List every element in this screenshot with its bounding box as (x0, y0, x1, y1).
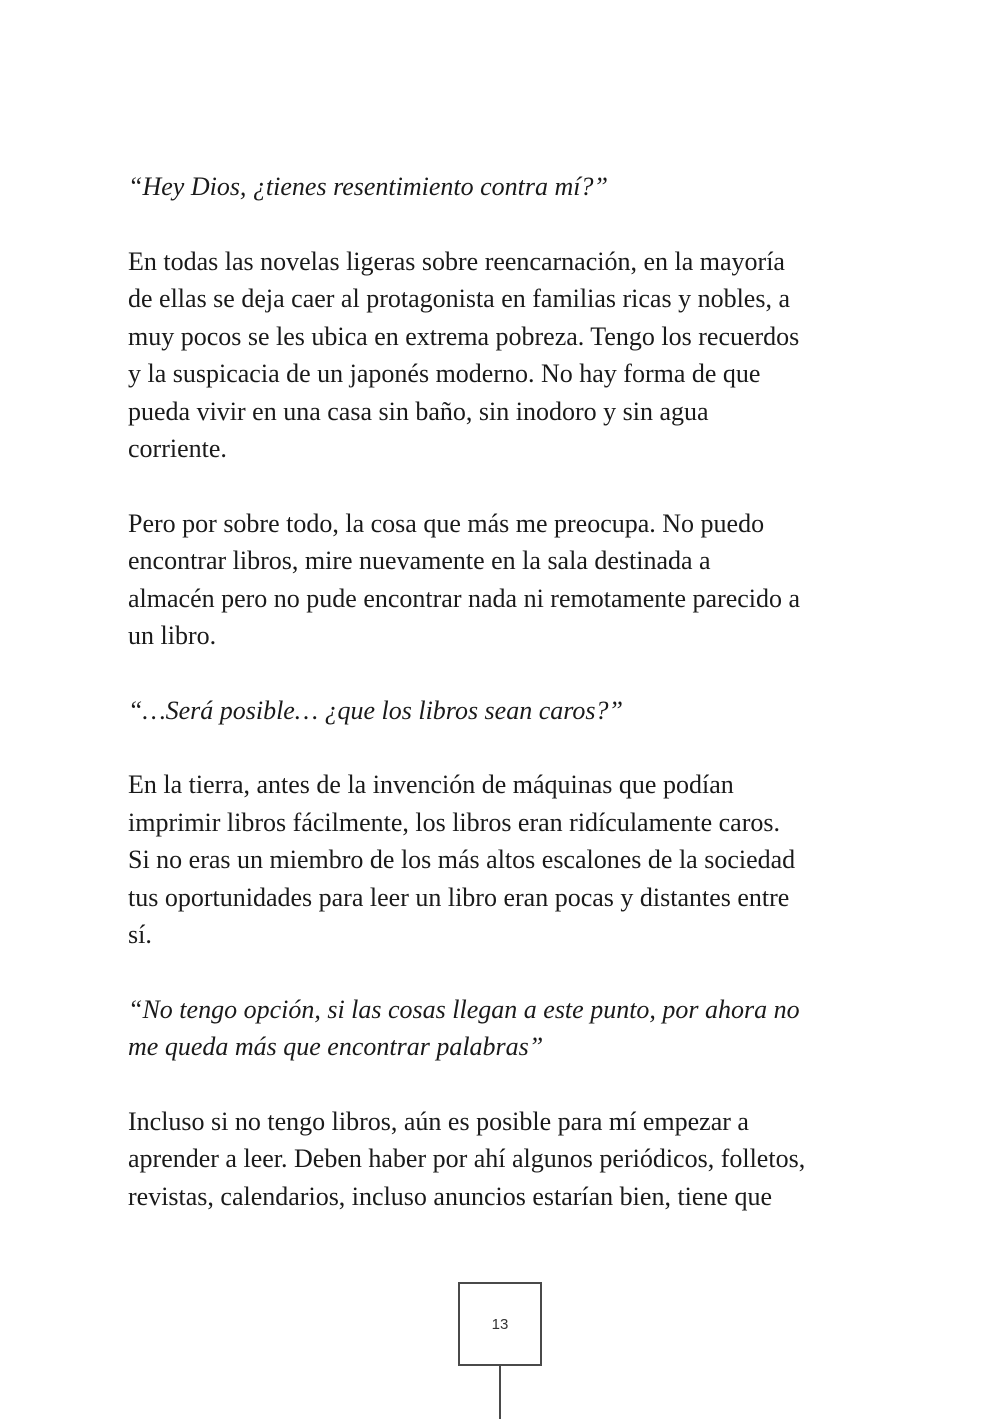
dialogue-paragraph (128, 692, 888, 730)
narration-paragraph (128, 1103, 888, 1216)
text-line: encontrar libros, mire nuevamente en la sala destinada a (128, 546, 711, 575)
text-line: y la suspicacia de un japonés moderno. No hay forma de que (128, 359, 761, 388)
text-line: Incluso si no tengo libros, aún es posible para mí empezar a (128, 1106, 749, 1136)
page-number-stem (499, 1364, 501, 1419)
text-line: corriente. (128, 434, 227, 463)
text-line: un libro. (128, 621, 217, 650)
text-line: En todas las novelas ligeras sobre reencarnación, en la mayoría (128, 246, 785, 276)
text-line: pueda vivir en una casa sin baño, sin inodoro y sin agua (128, 396, 709, 426)
text-line: “…Será posible… ¿que los libros sean caros?” (128, 695, 623, 725)
dialogue-paragraph (128, 168, 888, 206)
text-line: Si no eras un miembro de los más altos escalones de la sociedad (128, 845, 796, 874)
text-line: tus oportunidades para leer un libro eran pocas y distantes entre (128, 882, 790, 912)
narration-paragraph (128, 505, 888, 655)
text-line: muy pocos se les ubica en extrema pobreza. Tengo los recuerdos (128, 321, 800, 351)
text-line: revistas, calendarios, incluso anuncios estarían bien, tiene que (128, 1181, 773, 1211)
text-line: imprimir libros fácilmente, los libros eran ridículamente caros. (128, 807, 780, 837)
page-body (128, 168, 888, 1252)
text-line: almacén pero no pude encontrar nada ni remotamente parecido a (128, 583, 801, 613)
text-line: Pero por sobre todo, la cosa que más me preocupa. No puedo (128, 508, 765, 538)
text-line: aprender a leer. Deben haber por ahí algunos periódicos, folletos, (128, 1144, 806, 1173)
text-line: sí. (128, 920, 152, 949)
narration-paragraph (128, 766, 888, 954)
text-line: “Hey Dios, ¿tienes resentimiento contra mí?” (128, 172, 608, 201)
text-line: de ellas se deja caer al protagonista en familias ricas y nobles, a (128, 284, 791, 313)
dialogue-paragraph (128, 991, 888, 1066)
narration-paragraph (128, 243, 888, 468)
page-number: 13 (491, 1315, 509, 1333)
text-line: me queda más que encontrar palabras” (128, 1032, 544, 1061)
page-number-box (458, 1282, 542, 1366)
text-line: En la tierra, antes de la invención de máquinas que podían (128, 770, 734, 799)
text-line: “No tengo opción, si las cosas llegan a este punto, por ahora no (128, 994, 800, 1024)
